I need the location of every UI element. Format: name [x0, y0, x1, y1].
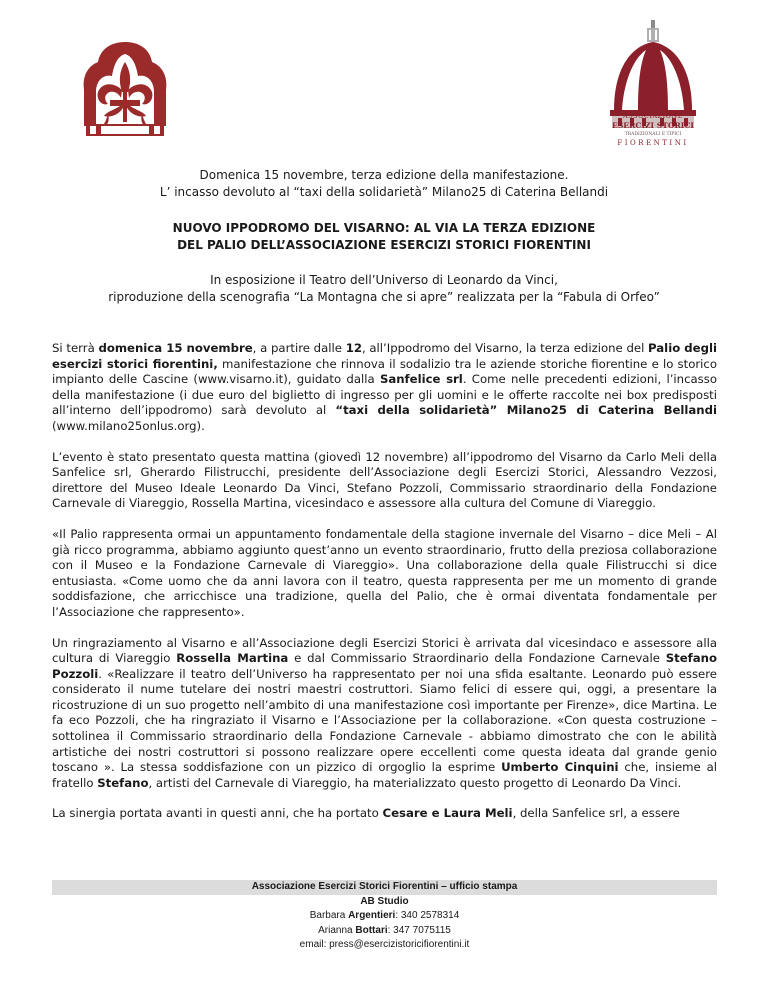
p4-bold-1: Rossella Martina: [176, 651, 289, 666]
p4-text-4: che, insieme al fratello: [52, 760, 717, 790]
p1-bold-2: 12: [345, 341, 362, 355]
p1-text-1: Si terrà: [52, 341, 99, 355]
logo-line-1: ASSOCIAZIONE: [623, 112, 683, 120]
p4-bold-4: Stefano: [97, 775, 149, 790]
headline: [40, 220, 728, 254]
p5-text-2: , della Sanfelice srl, a essere: [512, 806, 680, 821]
headline-line-2: DEL PALIO DELL’ASSOCIAZIONE ESERCIZI STORICI FIORENTINI: [177, 238, 591, 252]
p1-bold-5: “taxi della solidarietà” Milano25 di Caterina Bellandi: [335, 403, 717, 418]
p5-text-1: La sinergia portata avanti in questi anni, che ha portato: [52, 806, 383, 821]
logo-line-3: TRADIZIONALI E TIPICI: [624, 132, 682, 137]
p4-text-5: , artisti del Carnevale di Viareggio, ha materializzato questo progetto di Leonardo Da Vinci.: [148, 775, 682, 790]
p1-text-4: manifestazione che rinnova il sodalizio tra le aziende storiche fiorentine e lo storico impianto delle Cascine (www.visarno.it), guidato dalla: [52, 356, 718, 387]
contact-2-last: Bottari: [355, 924, 388, 936]
footer-email[interactable]: email: press@esercizistoricifiorentini.it: [299, 939, 470, 950]
paragraph-3: «Il Palio rappresenta ormai un appuntamento fondamentale della stagione invernale del Visarno – dice Meli – Al già ricco programma, abbiamo aggiunto quest’anno un evento straordinario, frutto della preziosa collaborazione con il Museo e la Fondazione Carnevale di Viareggio». Una collaborazione della quale Filistrucchi si dice entusiasta. «Come uomo che da anni lavora con il teatro, questa rappresenta per me un momento di grande soddisfazione, che arricchisce una tradizione, quella del Palio, che è ormai diventata fondamentale per l’Associazione che rappresento».: [52, 526, 717, 619]
logo-line-2: ESERCIZI STORICI: [612, 121, 694, 130]
contact-2-phone: : 347 7075115: [387, 924, 451, 936]
headline-line-1: NUOVO IPPODROMO DEL VISARNO: AL VIA LA TERZA EDIZIONE: [172, 221, 596, 235]
intro-line-1: In esposizione il Teatro dell’Universo di Leonardo da Vinci,: [210, 273, 558, 287]
contact-1-first: Barbara: [309, 910, 349, 921]
p1-bold-4: Sanfelice srl: [379, 372, 463, 387]
footer-studio: AB Studio: [360, 895, 409, 907]
p1-bold-1: domenica 15 novembre: [98, 341, 253, 355]
right-logo-wordmark: [608, 112, 698, 148]
intro: [40, 272, 728, 306]
footer-heading: Associazione Esercizi Storici Fiorentini – ufficio stampa: [52, 880, 717, 895]
paragraph-2: L’evento è stato presentato questa mattina (giovedì 12 novembre) all’ippodromo del Visarno da Carlo Meli della Sanfelice srl, Gherardo Filistrucchi, presidente dell’Associazione degli Esercizi Storici, Alessandro Vezzosi, direttore del Museo Ideale Leonardo Da Vinci, Stefano Pozzoli, Commissario straordinario della Fondazione Carnevale di Viareggio, Rossella Martina, vicesindaco e assessore alla cultura del Comune di Viareggio.: [52, 449, 717, 511]
p1-text-3: , all’Ippodromo del Visarno, la terza edizione del: [361, 341, 649, 355]
article-body: [52, 341, 717, 837]
paragraph-5: [52, 806, 717, 822]
subtitle-line-1: Domenica 15 novembre, terza edizione della manifestazione.: [199, 168, 569, 182]
p4-text-2: e dal Commissario Straordinario della Fondazione Carnevale: [288, 651, 666, 666]
paragraph-4: [52, 636, 717, 792]
florence-lily-icon: [80, 40, 170, 140]
press-office-footer: [52, 880, 717, 953]
subtitle: [40, 167, 728, 201]
p1-text-6: (www.milano25onlus.org).: [52, 418, 205, 433]
p4-bold-3: Umberto Cinquini: [501, 760, 619, 775]
contact-1-phone: : 340 2578314: [395, 910, 460, 921]
footer-contact-2: [52, 924, 717, 939]
paragraph-1: [52, 341, 717, 435]
logo-line-4: FIORENTINI: [617, 139, 689, 147]
footer-contact-1: [52, 909, 717, 924]
intro-line-2: riproduzione della scenografia “La Montagna che si apre” realizzata per la “Fabula di Orfeo”: [108, 290, 660, 304]
subtitle-line-2: L’ incasso devoluto al “taxi della solidarietà” Milano25 di Caterina Bellandi: [159, 185, 609, 199]
contact-1-last: Argentieri: [348, 910, 396, 921]
contact-2-first: Arianna: [318, 924, 356, 936]
p1-text-5: . Come nelle precedenti edizioni, l’incasso della manifestazione (i due euro del biglietto di ingresso per gli uomini e le offerte raccolte nei box predisposti all’interno dell’ippodromo) sarà devoluto al: [52, 372, 717, 418]
p4-bold-2: Stefano Pozzoli: [52, 651, 717, 681]
p1-bold-3: Palio degli esercizi storici fiorentini,: [52, 341, 717, 371]
p1-text-2: , a partire dalle: [252, 341, 346, 355]
p4-text-3: . «Realizzare il teatro dell’Universo ha rappresentato per noi una sfida esaltante. Leonardo può essere considerato il nume tutelare dei nostri maestri costruttori. Siamo felici di essere qui, oggi, a presentare la ricostruzione di un suo progetto nell’ambito di una manifestazione così importante per Firenze», dice Martina. Le fa eco Pozzoli, che ha ringraziato il Visarno e l’Associazione per la collaborazione. «Con questa costruzione – sottolinea il Commissario straordinario della Fondazione Carnevale - abbiamo dimostrato che con le abilità artistiche dei nostri costruttori si possono realizzare opere eccellenti come questa ideata dal grande genio toscano ». La stessa soddisfazione con un pizzico di orgoglio la esprime: [52, 666, 717, 775]
p4-text-1: Un ringraziamento al Visarno e all’Associazione degli Esercizi Storici è arrivata dal vicesindaco e assessore alla cultura di Viareggio: [52, 635, 717, 666]
p5-bold-1: Cesare e Laura Meli: [382, 806, 513, 821]
